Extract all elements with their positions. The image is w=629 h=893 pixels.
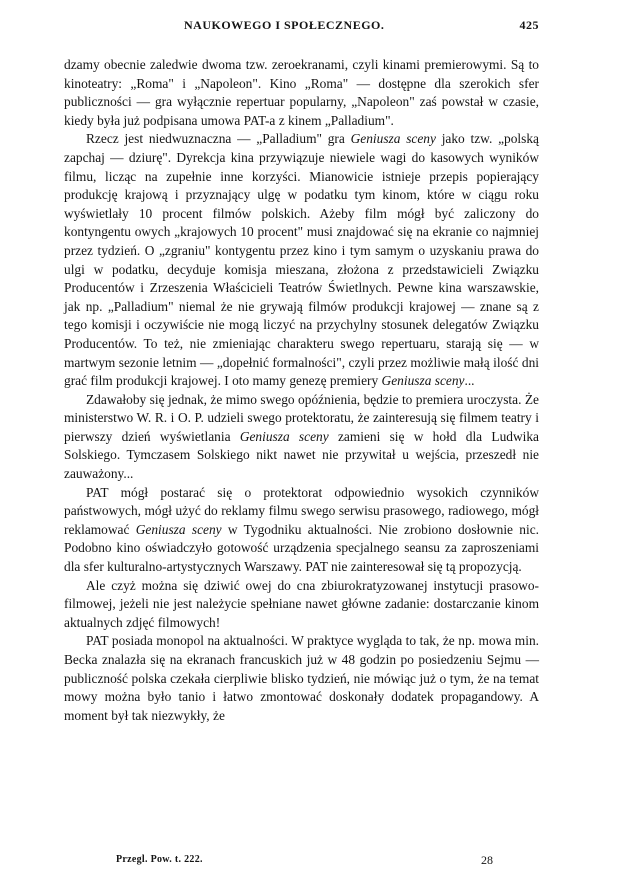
italic-title: Geniusza sceny xyxy=(135,521,222,537)
paragraph-text: Rzecz jest niedwuznaczna — „Palladium" gra xyxy=(86,131,351,147)
paragraph xyxy=(64,130,539,390)
paragraph-text: jako tzw. „polską zapchaj — dziurę". Dyrekcja kina przywiązuje niewiele wagi do kasowych wyników filmu, licząc na zupełnie inne korzyści. Mianowicie istnieje przepis popierający produkcję krajową i przyznający ulgę w podatku tym kinom, które w ciągu roku wyświetlały 10 procent filmów polskich. Ażeby film mógł być zaliczony do kontyngentu owych „krajowych 10 procent" musi znajdować się na ekranie co najmniej przez tydzień. O „zgraniu" kontygentu przez kino i tym samym o uzyskaniu prawa do ulgi w podatku, decyduje komisja mieszana, złożona z przedstawicieli Związku Producentów i Zrzeszenia Właścicieli Teatrów Świetlnych. Pewne kina warszawskie, jak np. „Palladium" niemal że nie grywają filmów produkcji krajowej — znane są z tego komisji i oczywiście nie mogą liczyć na przychylny stosunek delegatów Związku Producentów. To też, nie zmieniając charakteru swego repertuaru, starają się — w martwym sezonie letnim — „dopełnić formalności", czyli przez możliwie małą ilość dni grać film produkcji krajowej. I oto mamy genezę premiery xyxy=(64,131,539,389)
article-body xyxy=(64,56,539,725)
paragraph-text: Ale czyż można się dziwić owej do cna zbiurokratyzowanej instytucji prasowo-filmowej, jeżeli nie jest należycie spełniane nawet główne zadanie: dostarczanie kinom aktualnych zdjęć filmowych! xyxy=(64,577,539,630)
paragraph-text: PAT mógł postarać się o protektorat odpowiednio wysokich czynników państwowych, mógł użyć do reklamy filmu swego serwisu prasowego, radiowego, mógł reklamować xyxy=(64,484,539,537)
paragraph xyxy=(64,484,539,577)
italic-title: Geniusza sceny xyxy=(350,131,436,147)
footer-sheet-number: 28 xyxy=(481,853,493,867)
paragraph-text: dzamy obecnie zaledwie dwoma tzw. zeroekranami, czyli kinami premierowymi. Są to kinoteatry: „Roma" i „Napoleon". Kino „Roma" — dostępne dla szerokich sfer publiczności — gra wyłącznie repertuar popularny, „Napoleon" zaś powstał w czasie, kiedy była już podpisana umowa PAT-a z kinem „Palladium". xyxy=(64,57,539,128)
paragraph xyxy=(64,577,539,633)
page-number: 425 xyxy=(519,18,539,32)
page-footer xyxy=(116,854,496,870)
italic-title: Geniusza sceny xyxy=(239,428,329,444)
running-head-title: NAUKOWEGO I SPOŁECZNEGO. xyxy=(184,18,385,32)
paragraph xyxy=(64,56,539,130)
paragraph-text: Zdawałoby się jednak, że mimo swego opóźnienia, będzie to premiera uroczysta. Że ministerstwo W. R. i O. P. udzieli swego protektoratu, że zainteresują się filmem teatry i pierwszy dzień wyświetlania xyxy=(64,391,539,444)
paragraph-text: w Tygodniku aktualności. Nie zrobiono dosłownie nic. Podobno kino oświadczyło gotowość urządzenia specjalnego seansu za zaproszeniami dla sfer kulturalno-artystycznych Warszawy. PAT nie zainteresował się tą propozycją. xyxy=(64,521,539,575)
paragraph-text: PAT posiada monopol na aktualności. W praktyce wygląda to tak, że np. mowa min. Becka znalazła się na ekranach francuskich już w 48 godzin po posiedzeniu Sejmu — publiczność polska czekała cierpliwie blisko tydzień, nie mówiąc już o tym, że na temat mowy można było tanio i łatwo zmontować doskonały dodatek propagandowy. A moment był tak niezwykły, że xyxy=(64,633,539,723)
italic-title: Geniusza sceny xyxy=(381,373,465,389)
paragraph-text: zamieni się w hołd dla Ludwika Solskiego. Tymczasem Solskiego nikt nawet nie przywitał u wejścia, przeszedł nie zauważony... xyxy=(64,428,539,482)
running-head xyxy=(64,18,539,36)
paragraph xyxy=(64,391,539,484)
paragraph xyxy=(64,632,539,725)
footer-signature: Przegl. Pow. t. 222. xyxy=(116,854,203,865)
paragraph-text: ... xyxy=(464,373,475,389)
